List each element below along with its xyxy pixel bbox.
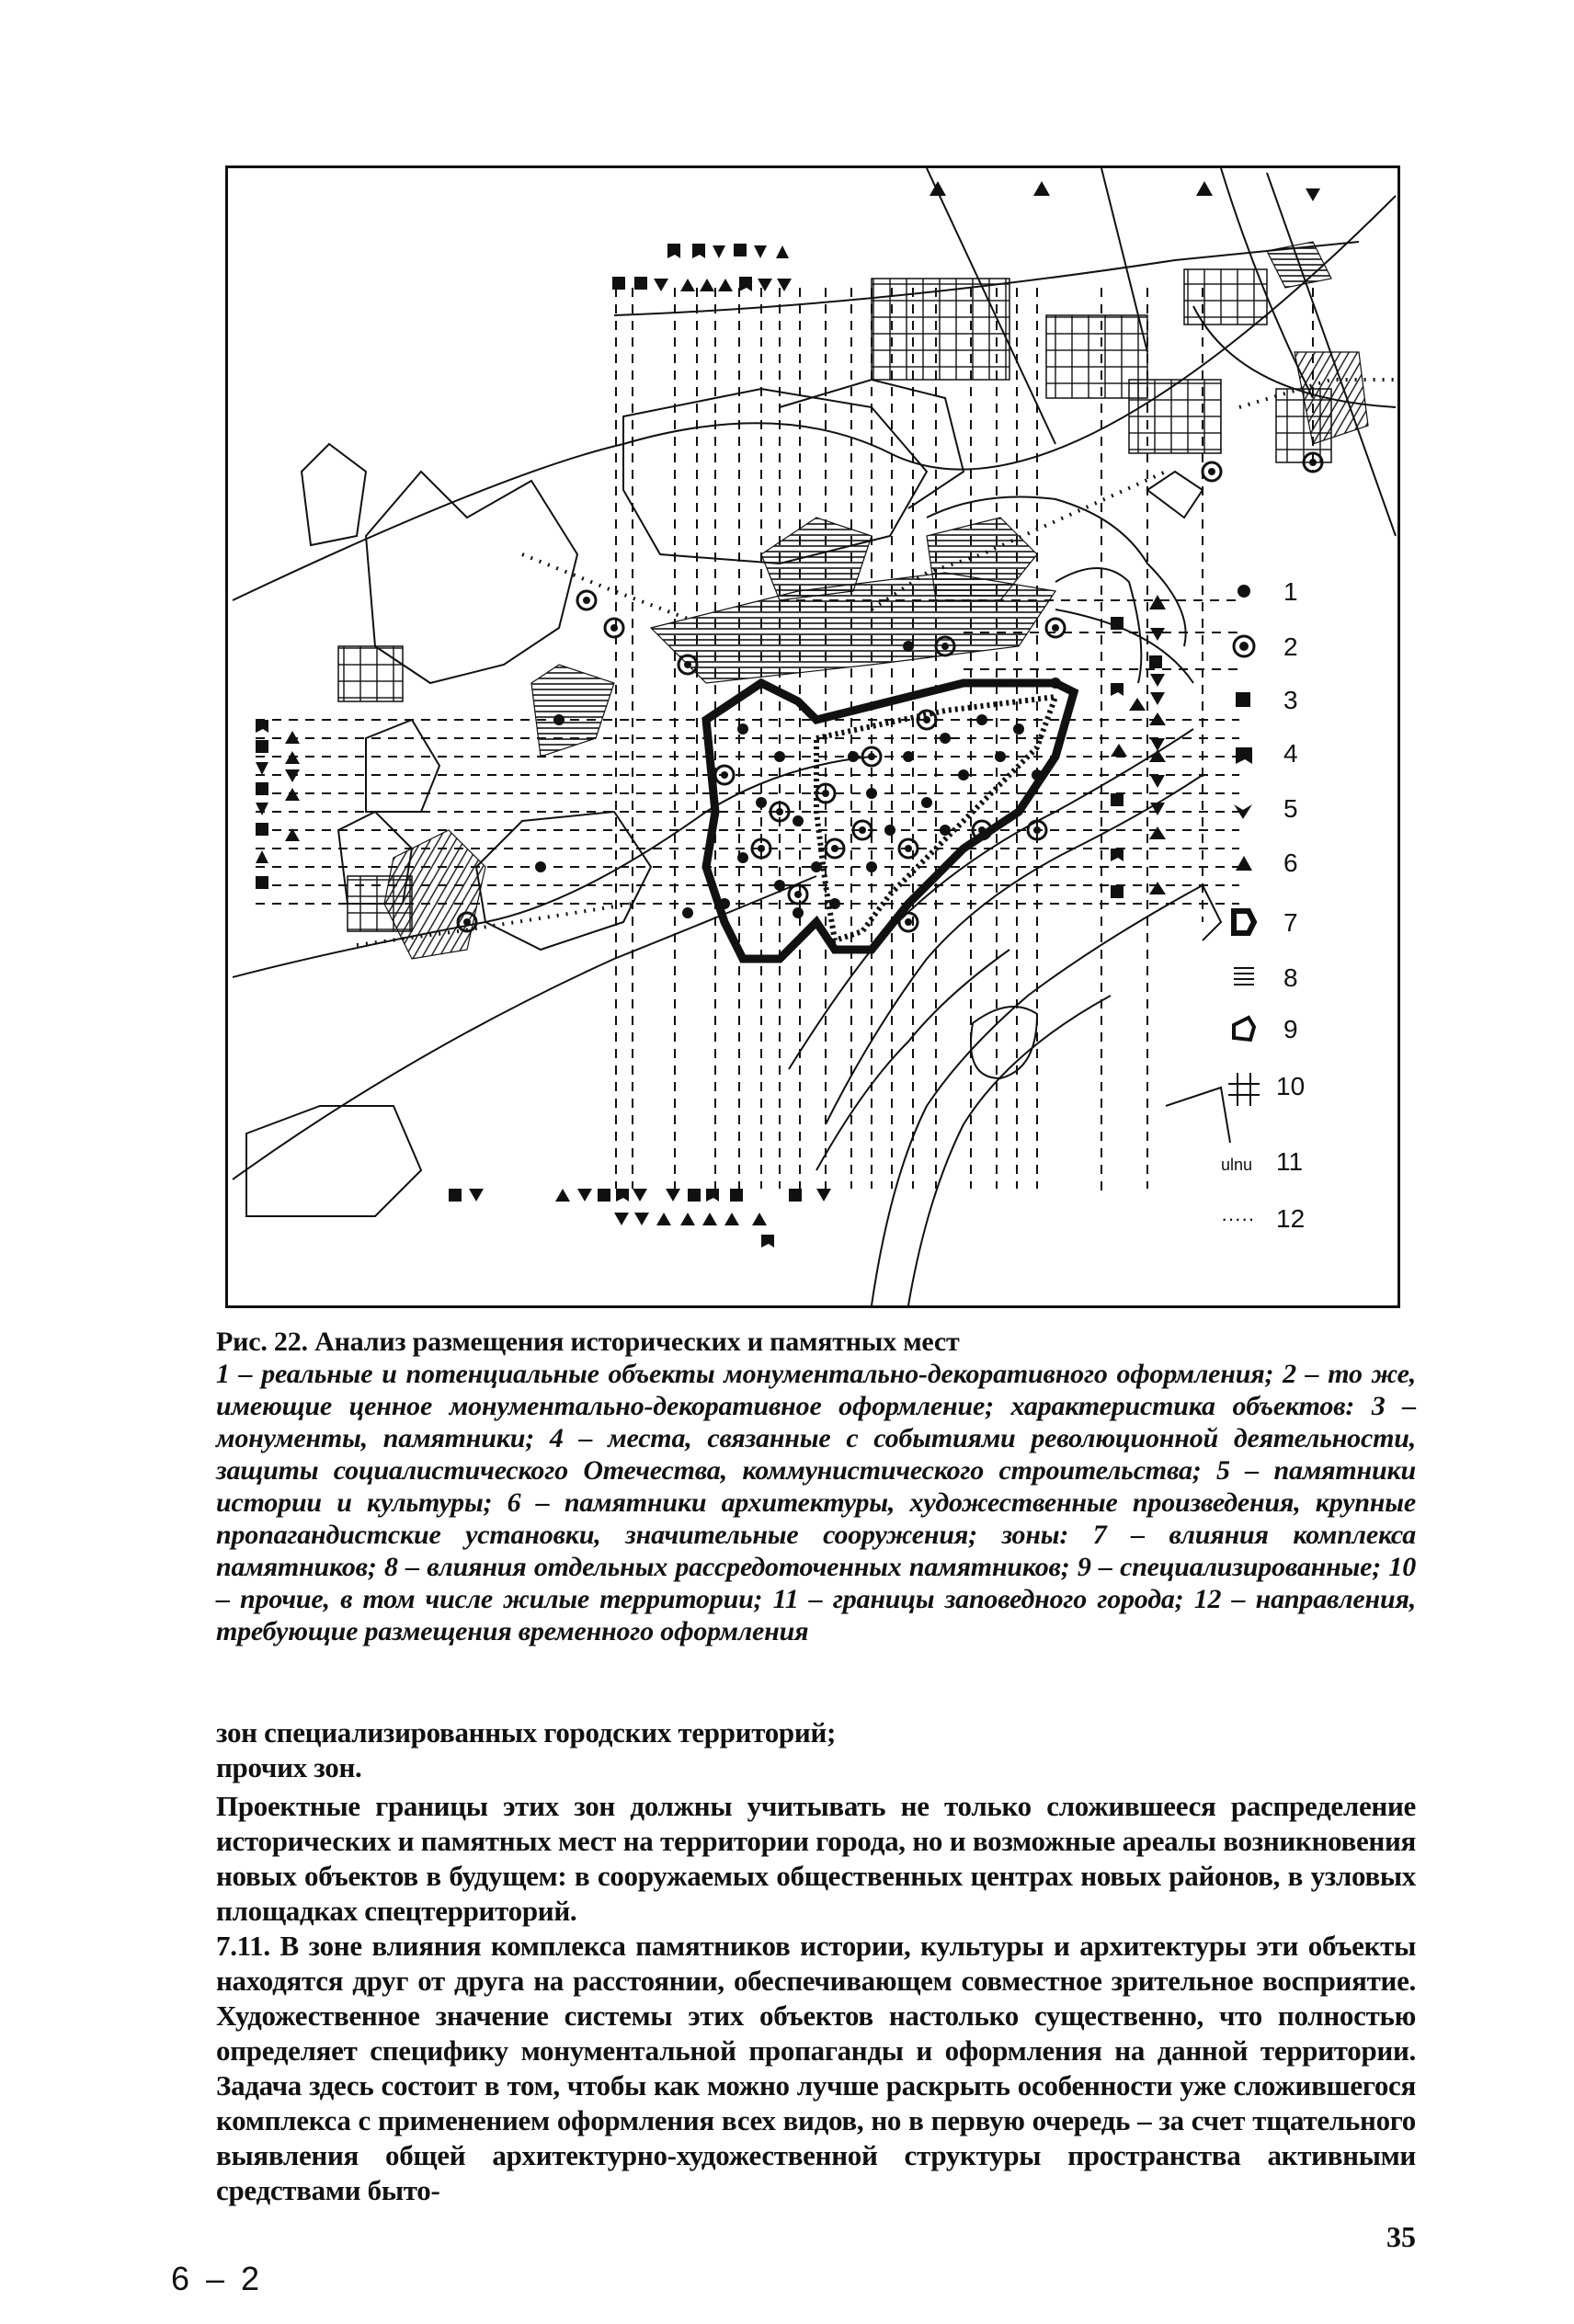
left-symbols — [256, 720, 300, 889]
triangle-icon — [1236, 856, 1252, 871]
square-icon — [1236, 692, 1250, 707]
border-dash-icon: ulnu — [1221, 1156, 1253, 1174]
legend-label-12: 12 — [1276, 1204, 1306, 1233]
legend-label-8: 8 — [1283, 963, 1298, 992]
paragraph: 7.11. В зоне влияния комплекса памятников истории, культуры и архитектуры эти объекты находятся друг от друга на расстоянии, обеспечивающем совместное зрительное восприятие. Художественное значение системы этих объектов настолько существенно, что полностью определяет специфику монументальной пропаганды и оформления на данной территории. Задача здесь состоит в том, чтобы как можно лучше раскрыть особенности уже сложившегося комплекса с применением оформления всех видов, но в первую очередь – за счет тщательного выявления общей архитектурно-художественной структуры пространства активными средствами быто- — [216, 1930, 1416, 2206]
legend-label-2: 2 — [1283, 632, 1298, 661]
right-symbols — [1111, 595, 1166, 898]
grid-cross-icon — [1228, 1073, 1260, 1106]
map-svg — [228, 168, 1397, 1305]
zone-outline-icon — [1234, 911, 1254, 933]
legend-label-10: 10 — [1276, 1072, 1306, 1100]
map-figure — [225, 165, 1400, 1308]
signature-mark: 6 – 2 — [171, 2260, 264, 2297]
legend-label-5: 5 — [1283, 794, 1298, 823]
page-number: 35 — [1386, 2220, 1416, 2253]
map-roads — [233, 168, 1396, 1305]
caption-title: Рис. 22. Анализ размещения исторических и памятных мест — [216, 1327, 960, 1357]
legend — [1221, 577, 1305, 1233]
caption-body: 1 – реальные и потенциальные объекты монументально-декоративного оформления; 2 – то же, имеющие ценное монументально-декоративное оформление; характеристика объектов: 3 – монументы, памятники; 4 – места, связанные с событиями революционной деятельности, защиты социалистического Отечества, коммунистического строительства; 5 – памятники истории и культуры; 6 – памятники архитектуры, художественные произведения, крупные пропагандистские установки, значительные сооружения; зоны: 7 – влияния комплекса памятников; 8 – влияния отдельных рассредоточенных памятников; 9 – специализированные; 10 – прочие, в том числе жилые территории; 11 – границы заповедного города; 12 – направления, требующие размещения временного оформления — [216, 1359, 1416, 1646]
ring-dot-center-icon — [1239, 642, 1249, 651]
legend-label-3: 3 — [1283, 686, 1298, 714]
legend-label-1: 1 — [1283, 577, 1298, 606]
legend-label-9: 9 — [1283, 1015, 1298, 1043]
bottom-symbols — [449, 1189, 831, 1247]
list-item: зон специализированных городских территорий; — [216, 1716, 837, 1749]
dotted-line-icon: ····· — [1221, 1207, 1255, 1230]
figure-caption — [216, 1326, 1416, 1647]
special-area-icon — [1234, 1018, 1254, 1040]
paragraph: Проектные границы этих зон должны учитывать не только сложившееся распределение исторических и памятных мест на территории города, но и возможные ареалы возникновения новых объектов в будущем: в сооружаемых общественных центрах новых районов, в узловых площадках спецтерриторий. — [216, 1790, 1416, 1927]
hatch-icon — [1234, 968, 1254, 985]
flag-icon — [1236, 747, 1252, 764]
legend-label-6: 6 — [1283, 849, 1298, 877]
dot-icon — [1238, 585, 1250, 598]
body-text — [216, 1715, 1416, 2208]
legend-label-11: 11 — [1276, 1147, 1304, 1176]
legend-label-7: 7 — [1283, 908, 1298, 937]
list-item: прочих зон. — [216, 1751, 362, 1783]
legend-label-4: 4 — [1283, 739, 1298, 768]
